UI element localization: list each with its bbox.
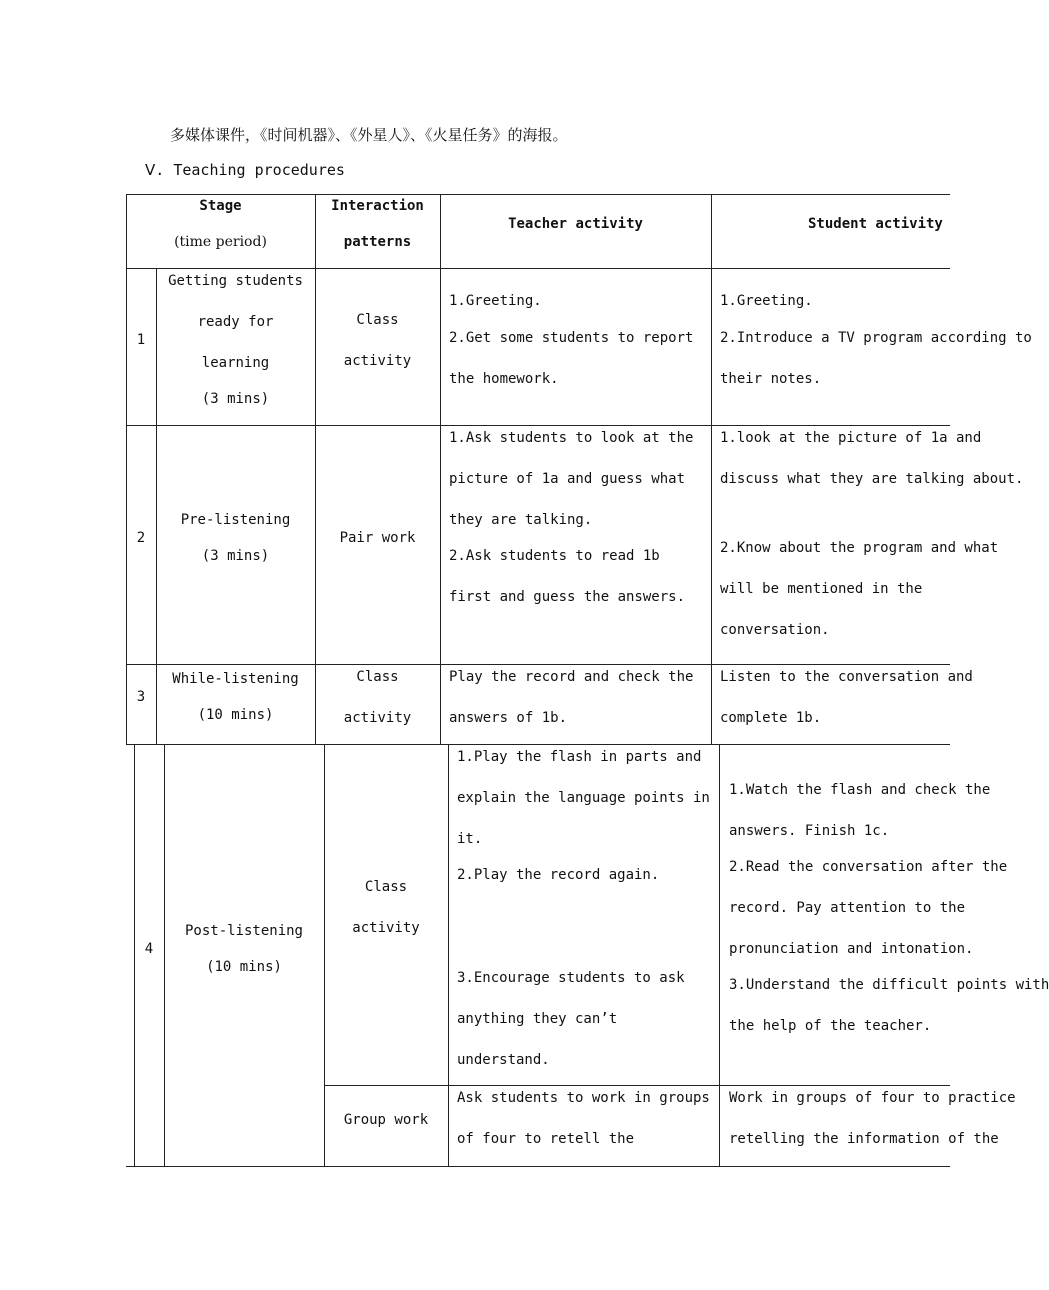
section-heading: Ⅴ. Teaching procedures [145, 161, 345, 179]
teacher-text: 1.Greeting. [449, 293, 542, 309]
interaction-text: Pair work [339, 530, 416, 546]
teacher-text: 2.Play the record again. [457, 867, 660, 883]
interaction-text: Group work [343, 1112, 429, 1128]
stage-time: (3 mins) [201, 391, 270, 407]
student-text: Listen to the conversation and [720, 669, 973, 685]
teacher-text: picture of 1a and guess what [449, 471, 686, 487]
teacher-text: understand. [457, 1052, 550, 1068]
interaction-text: Class [356, 312, 399, 328]
teacher-text: 3.Encourage students to ask [457, 970, 685, 986]
student-text: 2.Read the conversation after the [729, 859, 1008, 875]
teacher-text: anything they can’t [457, 1011, 618, 1027]
student-text: their notes. [720, 371, 822, 387]
row-number: 2 [136, 530, 146, 546]
interaction-text: Class [356, 669, 399, 685]
header-patterns: patterns [343, 234, 412, 250]
row-number: 3 [136, 689, 146, 705]
teacher-text: Play the record and check the [449, 669, 694, 685]
student-text: 3.Understand the difficult points with [729, 977, 1049, 993]
interaction-text: activity [352, 920, 420, 936]
interaction-text: Class [364, 879, 408, 895]
student-text: 2.Introduce a TV program according to [720, 330, 1032, 346]
row-number: 4 [144, 941, 154, 957]
stage-text: While-listening [172, 671, 299, 687]
row-number: 1 [136, 332, 146, 348]
interaction-text: activity [343, 710, 412, 726]
teacher-text: the homework. [449, 371, 559, 387]
stage-time: (3 mins) [201, 548, 270, 564]
student-text: 1.Watch the flash and check the [729, 782, 991, 798]
header-time-period: (time period) [174, 234, 267, 250]
teacher-text: they are talking. [449, 512, 593, 528]
student-text: 1.Greeting. [720, 293, 813, 309]
stage-time: (10 mins) [197, 707, 274, 723]
teacher-text: 2.Ask students to read 1b [449, 548, 660, 564]
student-text: record. Pay attention to the [729, 900, 966, 916]
student-text: complete 1b. [720, 710, 822, 726]
teacher-text: first and guess the answers. [449, 589, 686, 605]
student-text: 2.Know about the program and what [720, 540, 999, 556]
student-text: 1.look at the picture of 1a and [720, 430, 982, 446]
stage-text: Post-listening [184, 923, 303, 939]
student-text: pronunciation and intonation. [729, 941, 974, 957]
teacher-text: explain the language points in [457, 790, 710, 806]
student-text: answers. Finish 1c. [729, 823, 890, 839]
stage-text: learning [201, 355, 270, 371]
teacher-text: Ask students to work in groups [457, 1090, 710, 1106]
teacher-text: it. [457, 831, 483, 847]
materials-line: 多媒体课件，《时间机器》、《外星人》、《火星任务》的海报。 [170, 126, 568, 144]
student-text: discuss what they are talking about. [720, 471, 1024, 487]
teacher-text: 1.Play the flash in parts and [457, 749, 702, 765]
teacher-text: answers of 1b. [449, 710, 568, 726]
stage-text: Pre-listening [180, 512, 291, 528]
header-student-activity: Student activity [808, 216, 943, 232]
stage-text: ready for [197, 314, 274, 330]
student-text: retelling the information of the [729, 1131, 999, 1147]
teacher-text: 1.Ask students to look at the [449, 430, 694, 446]
stage-time: (10 mins) [206, 959, 282, 975]
student-text: conversation. [720, 622, 830, 638]
student-text: Work in groups of four to practice [729, 1090, 1016, 1106]
header-teacher-activity: Teacher activity [508, 216, 643, 232]
student-text: will be mentioned in the [720, 581, 923, 597]
stage-text: Getting students [168, 273, 303, 289]
student-text: the help of the teacher. [729, 1018, 932, 1034]
teacher-text: 2.Get some students to report [449, 330, 694, 346]
header-stage: Stage [199, 198, 242, 214]
teacher-text: of four to retell the [457, 1131, 635, 1147]
interaction-text: activity [343, 353, 412, 369]
header-interaction: Interaction [331, 198, 424, 214]
